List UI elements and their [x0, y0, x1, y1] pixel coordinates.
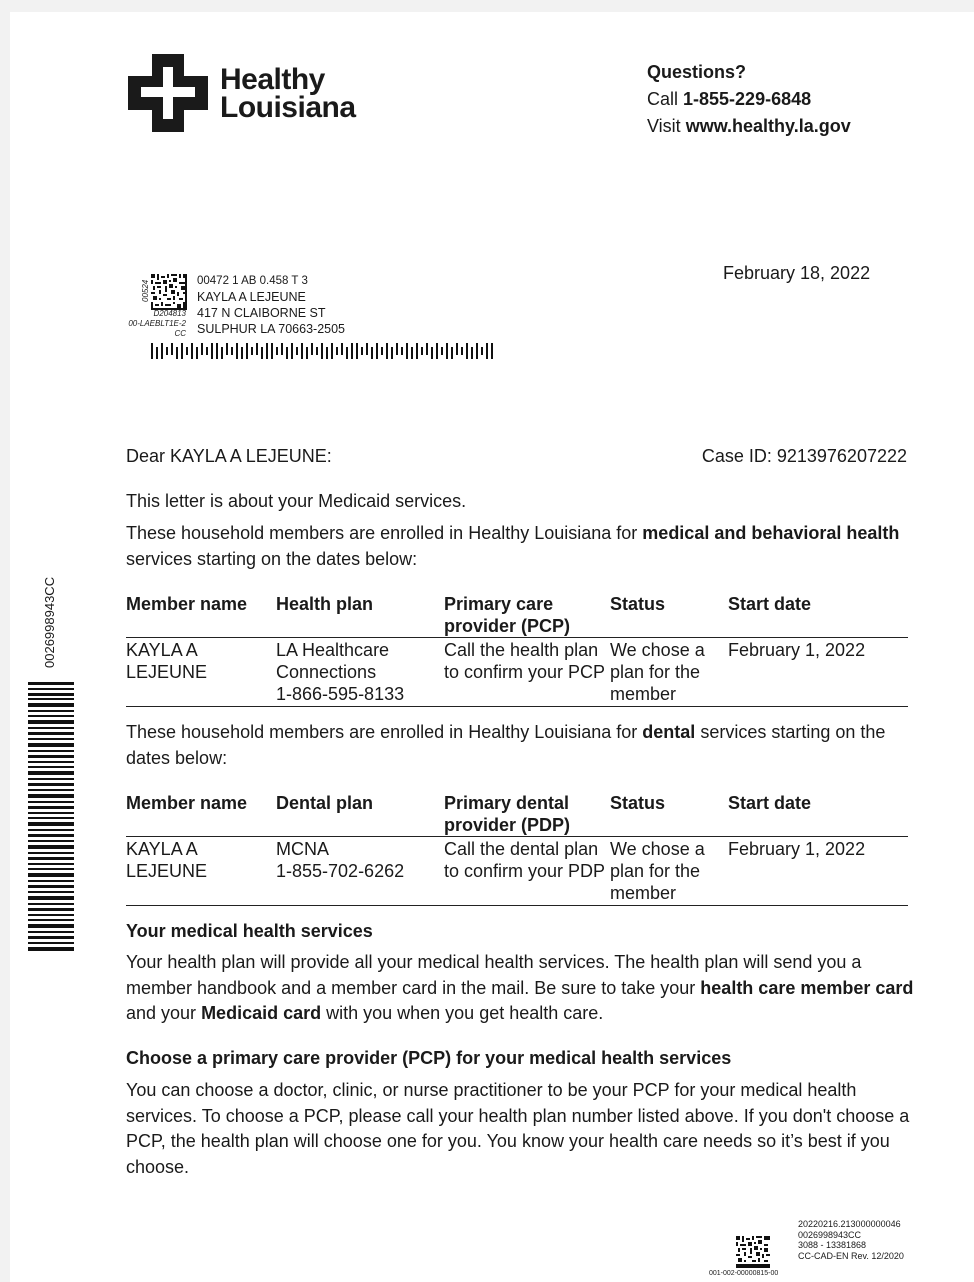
vertical-code — [40, 542, 60, 672]
health-plan-name: LA Healthcare Connections — [276, 640, 390, 682]
side-code-3: CC — [174, 329, 186, 338]
table-row — [126, 837, 908, 906]
cell-member: KAYLA A LEJEUNE — [126, 638, 276, 707]
col-status: Status — [610, 593, 728, 638]
logo-line-1: Healthy — [220, 63, 325, 96]
col-dental-plan: Dental plan — [276, 792, 444, 837]
choose-pcp-heading: Choose a primary care provider (PCP) for your medical health services — [126, 1048, 732, 1068]
footer-qr-caption: 001-002-00000815-00 — [709, 1270, 779, 1277]
medical-text-bold-1: health care member card — [700, 977, 914, 998]
table-header-row — [126, 593, 908, 638]
case-id: Case ID: 9213976207222 — [701, 446, 907, 466]
dental-intro-bold: dental — [642, 722, 696, 742]
medical-services-heading: Your medical health services — [126, 921, 373, 941]
medical-text-3: with you when you get health care. — [321, 1003, 604, 1023]
cell-status: We chose a plan for the member — [610, 638, 728, 707]
logo-line-2: Louisiana — [220, 91, 356, 124]
questions-heading: Questions? — [647, 62, 747, 82]
greeting: Dear KAYLA A LEJEUNE: — [126, 446, 332, 466]
col-member-name: Member name — [126, 593, 276, 638]
healthy-louisiana-logo — [128, 54, 368, 136]
letter-date: February 18, 2022 — [723, 263, 871, 283]
cell-start-date: February 1, 2022 — [728, 638, 908, 707]
dental-intro — [126, 720, 916, 771]
postal-barcode — [151, 343, 495, 364]
vertical-code-text: 0026998943CC — [42, 576, 57, 668]
dental-plan-name: MCNA — [276, 839, 329, 859]
cell-pdp: Call the dental plan to confirm your PDP — [444, 837, 610, 906]
footer-line-3: 3088 - 13381868 — [798, 1240, 867, 1250]
letter-page — [10, 12, 974, 1282]
medical-intro — [126, 521, 916, 572]
table-header-row — [126, 792, 908, 837]
intro-text: This letter is about your Medicaid services. — [126, 491, 467, 511]
col-start-date: Start date — [728, 792, 908, 837]
health-plan-phone[interactable]: 1-866-595-8133 — [276, 684, 405, 704]
mail-side-codes — [110, 309, 186, 339]
mailing-name: KAYLA A LEJEUNE — [197, 290, 306, 304]
col-member-name: Member name — [126, 792, 276, 837]
table-row — [126, 638, 908, 707]
vertical-barcode — [28, 682, 74, 959]
medical-intro-bold: medical and behavioral health — [642, 523, 900, 543]
choose-pcp-text: You can choose a doctor, clinic, or nurse practitioner to be your PCP for your medical health services. To choose a PCP, please call your health plan number listed above. If you don't choose a PCP, the health plan will choose one for you. You know your health care needs so it’s best if you choose. — [126, 1080, 910, 1177]
logo-wordmark — [220, 63, 356, 124]
col-health-plan: Health plan — [276, 593, 444, 638]
side-code-2: 00-LAEBLT1E-2 — [128, 319, 186, 328]
medical-services-text — [126, 950, 916, 1027]
cell-dental-plan — [276, 837, 444, 906]
mailing-street: 417 N CLAIBORNE ST — [197, 306, 326, 320]
cell-status: We chose a plan for the member — [610, 837, 728, 906]
footer-qr-code — [736, 1236, 770, 1273]
side-code-top-text: 00524 — [141, 279, 150, 302]
side-code-1: D204813 — [153, 309, 186, 318]
footer-line-4: CC-CAD-EN Rev. 12/2020 — [798, 1250, 904, 1261]
mail-side-code-top — [141, 274, 153, 304]
medical-text-bold-2: Medicaid card — [201, 1003, 322, 1023]
cell-health-plan — [276, 638, 444, 707]
call-label: Call — [647, 89, 684, 109]
cross-logo-icon — [128, 54, 214, 136]
col-pdp: Primary dental provider (PDP) — [444, 792, 610, 837]
medical-intro-a: These household members are enrolled in Healthy Louisiana for — [126, 523, 643, 543]
medical-text-2: and your — [126, 1003, 202, 1023]
mailing-code-line: 00472 1 AB 0.458 T 3 — [197, 275, 308, 287]
cell-start-date: February 1, 2022 — [728, 837, 908, 906]
visit-label: Visit — [647, 116, 686, 136]
medical-enrollment-table — [126, 593, 908, 707]
col-pcp: Primary care provider (PCP) — [444, 593, 610, 638]
mailing-address — [197, 273, 345, 337]
cell-member: KAYLA A LEJEUNE — [126, 837, 276, 906]
medical-text-1: Your health plan will provide all your medical health services. The health plan will send you a member handbook and a member card in the mail. Be sure to take your — [126, 952, 862, 998]
dental-intro-a: These household members are enrolled in Healthy Louisiana for — [126, 722, 643, 742]
dental-plan-phone[interactable]: 1-855-702-6262 — [276, 861, 405, 881]
dental-intro-c: services starting on the dates below: — [126, 722, 886, 768]
dental-enrollment-table — [126, 792, 908, 906]
footer-line-1: 20220216.213000000046 — [798, 1219, 901, 1229]
medical-intro-c: services starting on the dates below: — [126, 548, 418, 569]
questions-phone[interactable]: 1-855-229-6848 — [683, 89, 812, 109]
questions-website-link[interactable]: www.healthy.la.gov — [685, 116, 851, 136]
col-start-date: Start date — [728, 593, 908, 638]
footer-codes — [798, 1219, 904, 1261]
questions-block — [647, 59, 851, 140]
col-status: Status — [610, 792, 728, 837]
cell-pcp: Call the health plan to confirm your PCP — [444, 638, 610, 707]
footer-line-2: 0026998943CC — [798, 1229, 862, 1240]
mailing-city: SULPHUR LA 70663-2505 — [197, 322, 346, 336]
